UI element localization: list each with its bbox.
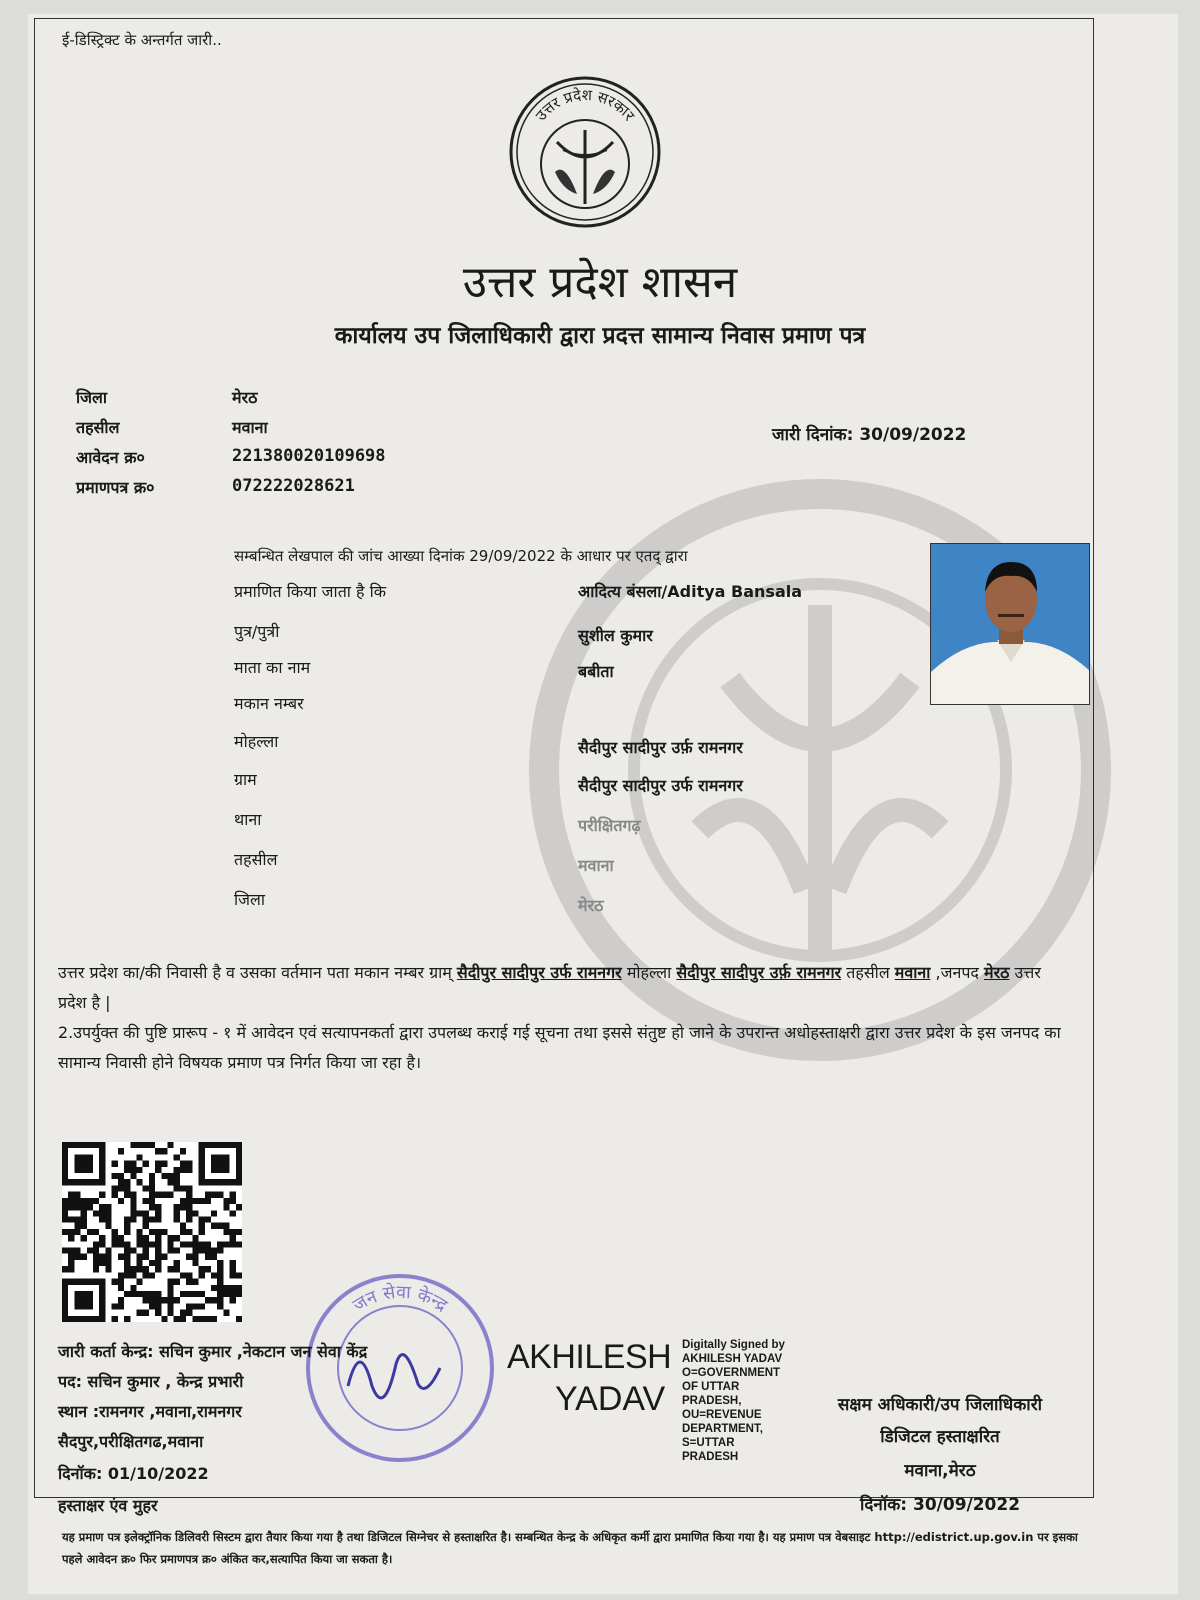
mohalla-label: मोहल्ला [234, 732, 279, 751]
mother-name: बबीता [578, 662, 614, 681]
intro-line: सम्बन्धित लेखपाल की जांच आख्या दिनांक 29/09/2022 के आधार पर एतद् द्वारा [234, 547, 688, 565]
issuer-place: स्थान :रामनगर ,मवाना,रामनगर [58, 1402, 242, 1421]
signer-name-first: AKHILESH [507, 1338, 672, 1376]
district-value: मेरठ [232, 388, 258, 407]
residence-text-4: ,जनपद [930, 963, 985, 982]
mother-label: माता का नाम [234, 658, 311, 677]
application-no-value: 221380020109698 [232, 446, 386, 466]
officer-date: दिनॉक: 30/09/2022 [859, 1495, 1021, 1515]
competent-officer: सक्षम अधिकारी/उप जिलाधिकारी [837, 1395, 1043, 1415]
signer-name-last: YADAV [555, 1380, 666, 1418]
page-subtitle: कार्यालय उप जिलाधिकारी द्वारा प्रदत्त सामान्य निवास प्रमाण पत्र [334, 323, 866, 349]
issue-date: जारी दिनांक: 30/09/2022 [772, 425, 967, 445]
signature-seal-label: हस्ताक्षर एंव मुहर [58, 1496, 158, 1515]
up-government-emblem-icon [505, 72, 665, 232]
field-district-value: मेरठ [578, 896, 604, 915]
application-no-label: आवेदन क्र० [76, 448, 145, 467]
officer-location: मवाना,मेरठ [904, 1461, 976, 1481]
dsig-line: OU=REVENUE [682, 1409, 762, 1421]
dsig-line: DEPARTMENT, [682, 1423, 763, 1435]
village-value: सैदीपुर सादीपुर उर्फ रामनगर [578, 776, 743, 795]
residence-paragraph [58, 958, 1068, 1018]
issuer-designation: पद: सचिन कुमार , केन्द्र प्रभारी [58, 1372, 244, 1391]
dsig-line: PRADESH [682, 1451, 739, 1463]
applicant-photo [930, 543, 1090, 705]
issuing-centre: जारी कर्ता केन्द्र: सचिन कुमार ,नेकटान जन सेवा केंद्र [58, 1342, 368, 1361]
village-underlined: सैदीपुर सादीपुर उर्फ रामनगर [456, 963, 622, 982]
dsig-line: OF UTTAR [682, 1381, 740, 1393]
field-tehsil-label: तहसील [234, 850, 278, 869]
residence-text-5: उत्तर प्रदेश है | [58, 963, 1041, 1012]
district-underlined: मेरठ [984, 963, 1010, 982]
issuer-date: दिनॉक: 01/10/2022 [58, 1464, 209, 1483]
tehsil-underlined: मवाना [894, 963, 931, 982]
police-station-label: थाना [234, 810, 262, 829]
district-label: जिला [76, 388, 108, 407]
village-label: ग्राम [234, 770, 257, 789]
house-no-label: मकान नम्बर [234, 694, 304, 713]
residence-text-2: मोहल्ला [621, 963, 677, 982]
svg-text:जन सेवा केन्द्र: जन सेवा केन्द्र [349, 1281, 452, 1317]
field-district-label: जिला [234, 890, 266, 909]
digital-signature-details [682, 1338, 785, 1464]
dsig-line: AKHILESH YADAV [682, 1353, 783, 1365]
certificate-no-label: प्रमाणपत्र क्र० [76, 478, 155, 497]
applicant-portrait-icon [931, 544, 1090, 705]
tehsil-value: मवाना [232, 418, 268, 437]
tehsil-label: तहसील [76, 418, 120, 437]
seal-stamp-icon [300, 1268, 500, 1468]
field-tehsil-value: मवाना [578, 856, 614, 875]
verification-qr-code[interactable] [62, 1142, 242, 1322]
issuer-place-2: सैदपुर,परीक्षितगढ,मवाना [58, 1432, 204, 1451]
dsig-line: PRADESH, [682, 1395, 742, 1407]
footer-note: यह प्रमाण पत्र इलेक्ट्रॉनिक डिलिवरी सिस्टम द्वारा तैयार किया गया है तथा डिजिटल सिग्नेचर से हस्ताक्षरित है। सम्बन्धित केन्द्र के अधिकृत कर्मी द्वारा प्रमाणित किया गया है। यह प्रमाण पत्र वेबसाइट http://edistrict.up.gov.in पर इसका पहले आवेदन क्र० फिर प्रमाणपत्र क्र० अंकित कर,सत्यापित किया जा सकता है। [62, 1530, 1078, 1566]
digitally-signed-label: डिजिटल हस्ताक्षरित [880, 1427, 1000, 1447]
residence-text-1: उत्तर प्रदेश का/की निवासी है व उसका वर्तमान पता मकान नम्बर ग्राम् [58, 963, 457, 982]
parent-label: पुत्र/पुत्री [234, 622, 280, 641]
confirmation-paragraph: 2.उपर्युक्त की पुष्टि प्रारूप - १ में आवेदन एवं सत्यापनकर्ता द्वारा उपलब्ध कराई गई सूचना तथा इससे संतुष्ट हो जाने के उपरान्त अधोहस्ताक्षरी द्वारा उत्तर प्रदेश के इस जनपद का सामान्य निवासी होने विषयक प्रमाण पत्र निर्गत किया जा रहा है। [58, 1023, 1061, 1072]
police-station-value: परीक्षितगढ़ [578, 816, 641, 835]
mohalla-value: सैदीपुर सादीपुर उर्फ़ रामनगर [578, 738, 743, 757]
certified-label: प्रमाणित किया जाता है कि [234, 582, 387, 601]
certificate-no-value: 072222028621 [232, 476, 355, 496]
dsig-line: S=UTTAR [682, 1437, 735, 1449]
father-name: सुशील कुमार [578, 626, 653, 645]
mohalla-underlined: सैदीपुर सादीपुर उर्फ़ रामनगर [676, 963, 842, 982]
issued-under-edistrict-note: ई-डिस्ट्रिक्ट के अन्तर्गत जारी.. [62, 31, 222, 49]
dsig-line: Digitally Signed by [682, 1339, 785, 1351]
page-title: उत्तर प्रदेश शासन [462, 257, 738, 308]
dsig-line: O=GOVERNMENT [682, 1367, 781, 1379]
residence-text-3: तहसील [841, 963, 895, 982]
svg-text:उत्तर प्रदेश सरकार: उत्तर प्रदेश सरकार [531, 85, 639, 125]
holder-name: आदित्य बंसला/Aditya Bansala [578, 582, 803, 601]
